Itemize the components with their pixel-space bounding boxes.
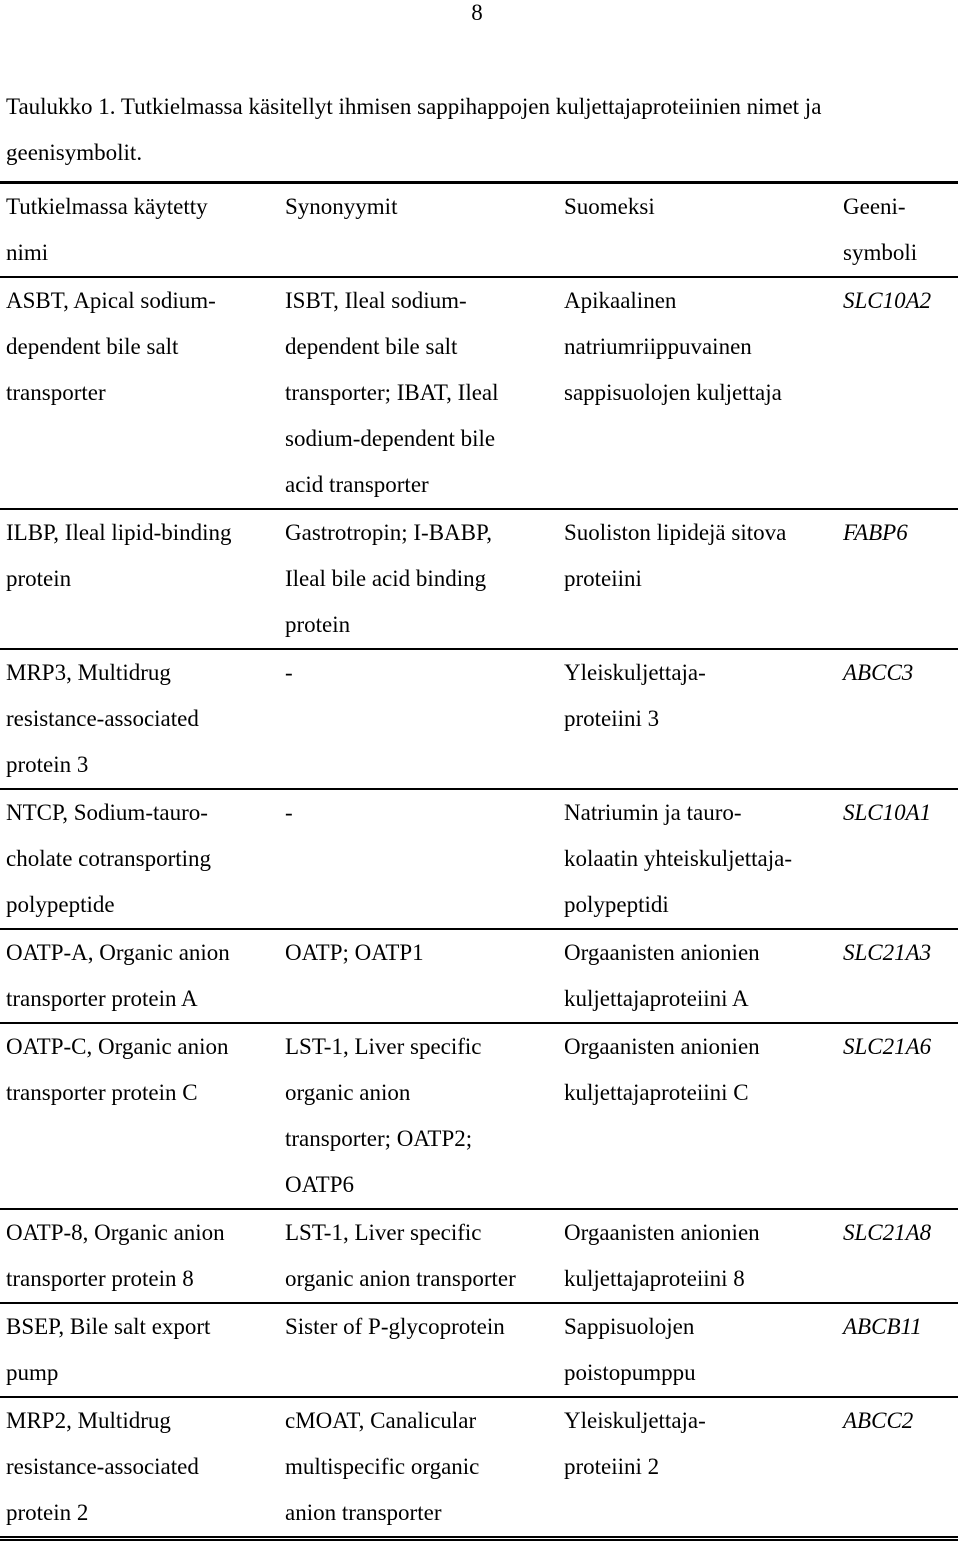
cell-finnish: Natriumin ja tauro- kolaatin yhteiskuljettaja- polypeptidi <box>564 800 793 917</box>
cell-gene-symbol: SLC10A1 <box>843 800 932 825</box>
cell-name: OATP-A, Organic anion transporter protein A <box>6 940 230 1011</box>
table-row <box>0 509 958 649</box>
cell-synonyms: Sister of P-glycoprotein <box>285 1314 505 1339</box>
cell-synonyms: LST-1, Liver specific organic anion transporter <box>285 1220 516 1291</box>
cell-finnish: Yleiskuljettaja- proteiini 3 <box>564 660 706 731</box>
cell-name: OATP-8, Organic anion transporter protein 8 <box>6 1220 225 1291</box>
table-row <box>0 649 958 789</box>
table-row <box>0 1209 958 1303</box>
cell-finnish: Yleiskuljettaja- proteiini 2 <box>564 1408 706 1479</box>
table-row <box>0 277 958 509</box>
transporter-table <box>0 181 958 1541</box>
cell-finnish: Sappisuolojen poistopumppu <box>564 1314 696 1385</box>
cell-synonyms: cMOAT, Canalicular multispecific organic anion transporter <box>285 1408 480 1525</box>
cell-name: BSEP, Bile salt export pump <box>6 1314 211 1385</box>
cell-finnish: Orgaanisten anionien kuljettajaproteiini 8 <box>564 1220 760 1291</box>
cell-gene-symbol: ABCB11 <box>843 1314 922 1339</box>
cell-synonyms: OATP; OATP1 <box>285 940 424 965</box>
cell-finnish: Orgaanisten anionien kuljettajaproteiini C <box>564 1034 760 1105</box>
cell-synonyms: ISBT, Ileal sodium- dependent bile salt transporter; IBAT, Ileal sodium-dependent bile acid transporter <box>285 288 499 497</box>
table-row <box>0 929 958 1023</box>
cell-name: NTCP, Sodium-tauro- cholate cotransporting polypeptide <box>6 800 212 917</box>
cell-synonyms: Gastrotropin; I-BABP, Ileal bile acid binding protein <box>285 520 492 637</box>
table-row <box>0 1023 958 1209</box>
table-row <box>0 789 958 929</box>
cell-finnish: Orgaanisten anionien kuljettajaproteiini A <box>564 940 760 1011</box>
table-row <box>0 1303 958 1397</box>
cell-gene-symbol: ABCC3 <box>843 660 914 685</box>
table-header-row <box>0 183 958 278</box>
cell-name: MRP2, Multidrug resistance-associated protein 2 <box>6 1408 199 1525</box>
header-finnish: Suomeksi <box>564 194 655 219</box>
cell-gene-symbol: FABP6 <box>843 520 908 545</box>
cell-name: ILBP, Ileal lipid-binding protein <box>6 520 232 591</box>
page-number: 8 <box>471 0 483 25</box>
cell-gene-symbol: SLC21A8 <box>843 1220 932 1245</box>
cell-synonyms: LST-1, Liver specific organic anion transporter; OATP2; OATP6 <box>285 1034 482 1197</box>
cell-synonyms: - <box>285 660 293 685</box>
cell-name: ASBT, Apical sodium- dependent bile salt transporter <box>6 288 216 405</box>
cell-gene-symbol: SLC21A3 <box>843 940 932 965</box>
cell-finnish: Suoliston lipidejä sitova proteiini <box>564 520 787 591</box>
cell-finnish: Apikaalinen natriumriippuvainen sappisuolojen kuljettaja <box>564 288 782 405</box>
header-gene-symbol: Geeni- symboli <box>843 194 918 265</box>
header-name: Tutkielmassa käytetty nimi <box>6 194 208 265</box>
table-caption: Taulukko 1. Tutkielmassa käsitellyt ihmisen sappihappojen kuljettajaproteiinien nimet ja geenisymbolit. <box>6 94 822 165</box>
cell-name: MRP3, Multidrug resistance-associated protein 3 <box>6 660 199 777</box>
cell-gene-symbol: SLC21A6 <box>843 1034 932 1059</box>
cell-gene-symbol: ABCC2 <box>843 1408 914 1433</box>
header-synonyms: Synonyymit <box>285 194 398 219</box>
cell-synonyms: - <box>285 800 293 825</box>
cell-name: OATP-C, Organic anion transporter protein C <box>6 1034 229 1105</box>
cell-gene-symbol: SLC10A2 <box>843 288 932 313</box>
table-row <box>0 1397 958 1539</box>
